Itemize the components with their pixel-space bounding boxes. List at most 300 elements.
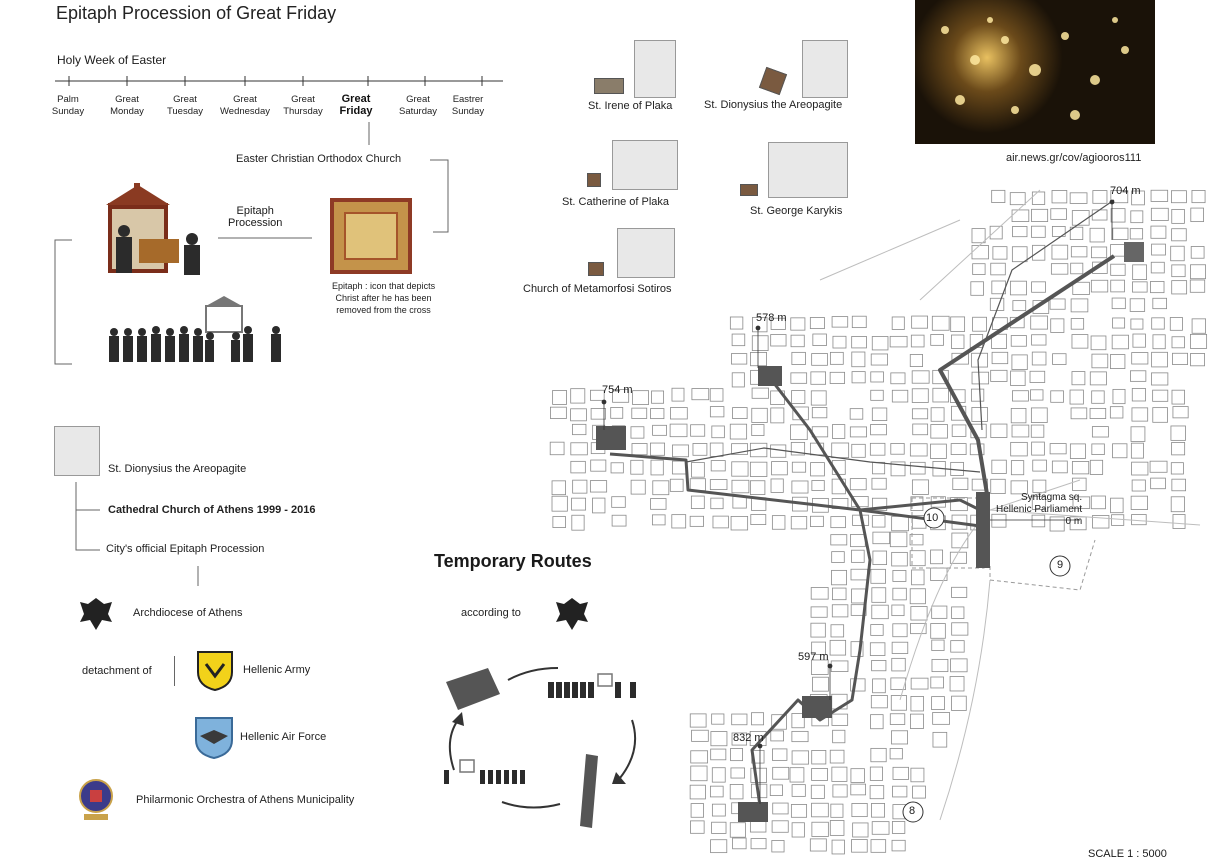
city-block: [1111, 280, 1125, 292]
label-st-dionysius: St. Dionysius the Areopagite: [704, 99, 843, 111]
city-block: [1051, 319, 1064, 333]
city-block: [791, 335, 804, 347]
city-block: [1111, 245, 1126, 257]
city-block: [653, 425, 667, 435]
city-block: [1071, 319, 1083, 330]
city-block: [910, 462, 925, 474]
city-block: [912, 371, 929, 383]
city-block: [1053, 354, 1066, 365]
city-block: [631, 460, 643, 474]
city-block: [831, 804, 843, 817]
city-block: [832, 714, 848, 725]
city-block: [1130, 371, 1145, 382]
city-block: [1132, 515, 1147, 525]
city-block: [771, 335, 786, 346]
distance-754: 754 m: [602, 384, 633, 396]
city-block: [1153, 408, 1168, 423]
city-block: [571, 409, 587, 421]
city-block: [832, 552, 845, 563]
city-block: [1072, 372, 1085, 385]
city-block: [1153, 390, 1168, 401]
city-block: [1073, 282, 1090, 294]
city-block: [871, 425, 887, 435]
city-block: [1132, 353, 1148, 364]
city-block: [1051, 264, 1068, 275]
orchestra-emblem-icon: [78, 778, 114, 822]
city-block: [1011, 442, 1028, 456]
city-block: [1131, 211, 1143, 223]
city-block: [1191, 246, 1204, 258]
city-block: [713, 516, 728, 528]
city-block: [830, 820, 844, 835]
city-block: [792, 731, 808, 741]
city-block: [850, 427, 866, 437]
city-block: [1131, 496, 1147, 509]
city-block: [931, 550, 943, 564]
city-block: [971, 282, 984, 296]
city-block: [553, 517, 566, 528]
city-block: [893, 624, 907, 637]
city-block: [612, 515, 626, 526]
distance-704: 704 m: [1110, 185, 1141, 197]
church-label: Easter Christian Orthodox Church: [236, 153, 402, 165]
city-block: [690, 821, 704, 833]
city-block: [931, 677, 944, 688]
label-metamorfosi: Church of Metamorfosi Sotiros: [523, 283, 672, 295]
city-block: [1032, 245, 1044, 260]
city-block: [1011, 408, 1026, 422]
city-block: [812, 750, 826, 764]
city-block: [632, 444, 647, 455]
city-block: [1113, 228, 1128, 239]
city-block: [1133, 265, 1147, 280]
city-block: [1011, 336, 1026, 347]
city-block: [1091, 280, 1107, 292]
city-block: [750, 462, 767, 476]
city-block: [892, 516, 909, 530]
map-church-marker-704: [1124, 242, 1144, 262]
city-block: [910, 589, 925, 604]
city-block: [832, 767, 847, 781]
map-church-marker-597: [802, 696, 832, 718]
city-block: [631, 427, 644, 438]
day-great-thursday: Great Thursday: [283, 94, 323, 117]
city-block: [670, 408, 687, 419]
city-block: [1131, 443, 1143, 458]
city-block: [831, 625, 844, 637]
city-block: [691, 496, 704, 508]
label-st-george: St. George Karykis: [750, 205, 843, 217]
city-block: [672, 445, 688, 457]
city-block: [892, 821, 904, 833]
city-block: [712, 714, 724, 724]
city-block: [851, 569, 868, 580]
hellenic-army-emblem-icon: [196, 650, 234, 692]
city-block: [932, 640, 944, 650]
city-block: [810, 839, 826, 851]
city-block: [712, 768, 725, 782]
city-block: [872, 462, 884, 474]
city-block: [871, 695, 887, 707]
city-block: [571, 443, 588, 455]
city-block: [891, 731, 907, 744]
city-block: [811, 623, 825, 637]
city-block: [990, 226, 1002, 239]
city-block: [573, 480, 587, 493]
day-easter-sunday: Eastrer Sunday: [451, 94, 485, 117]
city-block: [590, 481, 606, 492]
city-block: [730, 784, 743, 798]
city-block: [1172, 281, 1187, 294]
city-block: [1031, 408, 1047, 423]
org-archdiocese: Archdiocese of Athens: [133, 607, 243, 619]
day-great-monday: Great Monday: [110, 94, 144, 117]
org-connectors: [70, 482, 210, 586]
thumb-st-irene: [594, 78, 624, 94]
day-palm-sunday: Palm Sunday: [51, 94, 85, 117]
city-block: [1152, 318, 1165, 329]
city-block: [932, 659, 948, 671]
epitaph-canopy-illustration: [104, 183, 208, 277]
city-block: [832, 443, 849, 458]
city-block: [1172, 265, 1185, 277]
city-block: [951, 462, 964, 475]
city-block: [771, 731, 784, 741]
city-block: [1091, 336, 1106, 350]
city-block: [870, 643, 885, 656]
city-block: [890, 748, 902, 758]
city-block: [773, 767, 789, 779]
city-block: [791, 804, 806, 817]
city-block: [811, 785, 824, 798]
city-block: [812, 803, 829, 817]
city-block: [1172, 479, 1186, 491]
city-block: [812, 822, 828, 836]
city-block: [1172, 209, 1185, 223]
city-block: [791, 318, 805, 330]
city-block: [952, 607, 964, 619]
city-block: [1093, 191, 1107, 204]
city-block: [871, 390, 884, 400]
city-block: [852, 803, 867, 816]
city-block: [1190, 265, 1205, 279]
city-block: [651, 460, 663, 475]
city-block: [931, 425, 948, 439]
city-block: [731, 768, 745, 778]
city-block: [872, 478, 886, 489]
city-block: [992, 352, 1008, 363]
city-block: [792, 481, 808, 493]
city-block: [633, 391, 649, 405]
city-block: [572, 424, 586, 434]
city-block: [851, 784, 866, 795]
city-block: [893, 786, 907, 797]
distance-578: 578 m: [756, 312, 787, 324]
city-block: [871, 840, 886, 853]
city-block: [911, 768, 924, 782]
city-block: [652, 515, 665, 525]
city-block: [812, 768, 828, 780]
city-block: [812, 407, 827, 417]
org-army: Hellenic Army: [243, 664, 311, 676]
city-block: [973, 264, 985, 275]
city-block: [732, 373, 744, 387]
city-block: [972, 229, 985, 243]
city-block: [872, 516, 885, 527]
city-block: [893, 767, 909, 779]
city-block: [1013, 226, 1027, 236]
city-block: [1072, 335, 1088, 349]
city-block: [1032, 442, 1045, 455]
city-block: [752, 425, 764, 436]
city-block: [1113, 318, 1125, 328]
city-block: [810, 317, 824, 328]
city-block: [1031, 316, 1048, 329]
day-great-tuesday: Great Tuesday: [166, 94, 204, 117]
city-block: [1132, 388, 1145, 401]
city-block: [732, 462, 748, 476]
city-block: [1032, 192, 1044, 204]
city-block: [1111, 209, 1125, 222]
city-block: [911, 696, 924, 711]
city-block: [591, 408, 606, 419]
city-block: [1072, 461, 1088, 473]
city-block: [692, 730, 709, 741]
city-block: [871, 372, 884, 382]
city-block: [711, 840, 727, 853]
city-block: [730, 317, 743, 329]
city-block: [771, 408, 784, 423]
city-block: [591, 460, 606, 471]
city-block: [810, 516, 823, 526]
city-block: [932, 316, 949, 330]
city-block: [870, 443, 885, 455]
city-block: [1090, 372, 1106, 385]
city-block: [911, 678, 928, 689]
city-block: [912, 389, 928, 403]
city-block: [710, 480, 727, 490]
city-block: [1071, 263, 1083, 274]
city-block: [813, 334, 827, 346]
city-block: [751, 713, 763, 725]
label-st-irene: St. Irene of Plaka: [588, 100, 673, 112]
city-block: [833, 730, 845, 743]
city-block: [853, 823, 868, 837]
city-block: [852, 352, 865, 367]
city-block: [732, 480, 749, 493]
city-block: [1092, 210, 1107, 220]
city-block: [873, 679, 886, 693]
org-cathedral: Cathedral Church of Athens 1999 - 2016: [108, 504, 316, 516]
city-block: [1191, 353, 1205, 365]
city-block: [1113, 389, 1125, 403]
city-block: [1110, 355, 1125, 369]
city-block: [933, 712, 950, 724]
city-block: [1171, 497, 1184, 512]
city-block: [972, 245, 989, 258]
city-block: [812, 481, 824, 491]
city-block: [831, 535, 847, 545]
city-block: [1092, 427, 1108, 437]
city-block: [872, 605, 889, 619]
city-block: [893, 570, 906, 581]
city-block: [1130, 229, 1142, 239]
city-block: [772, 462, 788, 475]
city-block: [1030, 390, 1043, 400]
city-block: [1150, 281, 1164, 292]
city-block: [1192, 319, 1206, 333]
city-block: [711, 732, 727, 746]
city-block: [1192, 190, 1205, 202]
city-block: [1132, 282, 1147, 292]
city-block: [930, 444, 946, 458]
city-block: [1031, 209, 1047, 221]
city-block: [710, 443, 723, 456]
city-block: [1050, 299, 1065, 309]
city-block: [912, 570, 925, 585]
city-block: [571, 461, 586, 473]
city-block: [1091, 247, 1106, 258]
city-block: [913, 786, 926, 798]
city-block: [1010, 193, 1025, 205]
city-block: [1112, 515, 1124, 526]
city-block: [1151, 226, 1166, 238]
map-church-marker-832: [738, 802, 768, 822]
city-block: [890, 532, 907, 547]
city-block: [931, 408, 944, 422]
city-block: [1091, 496, 1105, 509]
city-block: [1071, 247, 1087, 257]
city-block: [1112, 298, 1125, 309]
epitaph-icon-image: [330, 198, 412, 274]
city-block: [912, 409, 927, 419]
city-block: [1051, 391, 1064, 402]
city-block: [1153, 335, 1165, 349]
city-block: [710, 786, 723, 797]
city-block: [872, 660, 886, 670]
city-block: [693, 443, 707, 455]
city-block: [1151, 373, 1167, 385]
city-block: [1071, 408, 1087, 419]
city-block: [832, 570, 847, 584]
city-block: [1190, 280, 1204, 292]
city-block: [1092, 354, 1108, 368]
city-block: [852, 444, 866, 457]
city-block: [1012, 391, 1028, 401]
city-block: [1070, 390, 1083, 404]
city-block: [571, 389, 585, 403]
city-block: [653, 481, 669, 495]
city-block: [1112, 335, 1128, 349]
city-block: [1171, 463, 1183, 474]
city-block: [1011, 461, 1023, 475]
city-block: [771, 479, 783, 492]
city-block: [892, 605, 904, 616]
city-block: [852, 840, 868, 853]
city-block: [1090, 460, 1102, 474]
city-block: [892, 840, 905, 851]
city-block: [752, 388, 768, 398]
city-block: [951, 444, 966, 455]
city-block: [651, 409, 664, 419]
city-block: [730, 424, 746, 439]
marker-10: 10: [926, 512, 939, 524]
city-block: [893, 588, 906, 600]
temporary-routes-according: according to: [461, 607, 521, 619]
procession-silhouettes: [106, 296, 286, 364]
city-block: [1172, 442, 1185, 454]
city-block: [910, 714, 923, 728]
city-block: [732, 714, 747, 725]
detachment-divider: [174, 656, 175, 686]
city-block: [811, 588, 828, 600]
city-block: [1151, 190, 1168, 201]
city-block: [832, 425, 844, 439]
city-block: [572, 515, 584, 530]
athens-route-map: [520, 180, 1217, 861]
city-block: [850, 479, 866, 490]
city-block: [873, 532, 890, 544]
city-block: [871, 569, 886, 583]
city-block: [770, 785, 782, 796]
city-block: [1130, 299, 1144, 312]
candle-procession-photo: [915, 0, 1155, 144]
city-block: [911, 335, 924, 347]
city-block: [932, 697, 945, 710]
city-block: [1090, 228, 1104, 242]
city-block: [872, 822, 889, 835]
city-block: [952, 425, 966, 437]
city-block: [1171, 426, 1186, 440]
city-block: [1172, 337, 1184, 348]
city-block: [872, 408, 886, 421]
org-air-force: Hellenic Air Force: [240, 731, 327, 743]
city-block: [972, 407, 988, 421]
city-block: [751, 768, 767, 782]
city-block: [991, 370, 1007, 381]
city-block: [991, 424, 1007, 437]
holy-week-label: Holy Week of Easter: [57, 53, 167, 67]
city-block: [651, 499, 667, 510]
city-block: [833, 785, 847, 797]
city-block: [1110, 407, 1123, 418]
city-block: [852, 372, 865, 383]
city-block: [691, 766, 707, 781]
city-block: [892, 552, 908, 566]
city-block: [1030, 371, 1045, 382]
city-block: [1032, 282, 1046, 292]
city-block: [830, 352, 843, 364]
city-block: [732, 334, 745, 346]
city-block: [751, 839, 766, 849]
city-block: [832, 317, 848, 328]
marker-8: 8: [909, 805, 916, 817]
city-block: [872, 588, 886, 603]
city-block: [830, 372, 844, 383]
page-title: Epitaph Procession of Great Friday: [56, 3, 337, 23]
city-blocks: [550, 190, 1206, 854]
city-block: [572, 498, 586, 510]
city-block: [890, 714, 905, 725]
city-block: [811, 372, 826, 384]
city-block: [1132, 480, 1145, 491]
city-block: [1012, 355, 1027, 370]
city-block: [870, 786, 884, 799]
city-block: [1172, 353, 1187, 364]
city-block: [992, 190, 1005, 202]
city-block: [750, 481, 765, 495]
city-block: [672, 515, 686, 528]
